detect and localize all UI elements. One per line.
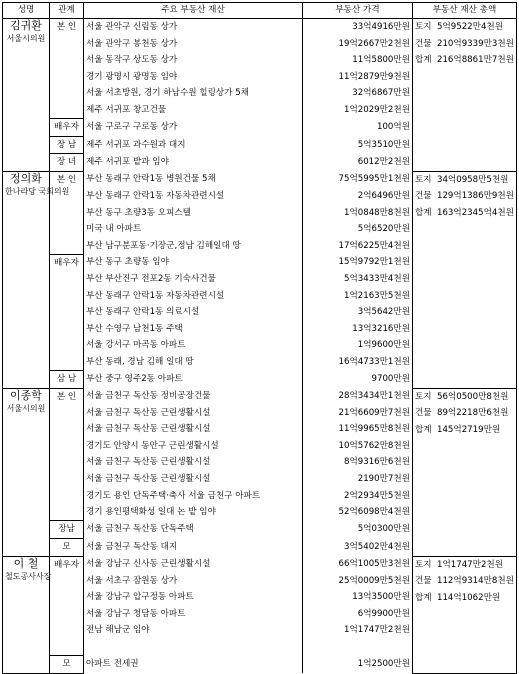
- value-cell: 5억0300만원: [303, 521, 413, 539]
- asset-cell: 서울 강남구 압구정동 아파트: [84, 589, 303, 606]
- total-label: 건물: [415, 408, 432, 419]
- member-position: 서울시의원: [6, 34, 46, 43]
- asset-cell: 부산 남구분포동·기장군,정남 김해일대 땅: [84, 238, 303, 255]
- header-relation: 관계: [50, 3, 84, 19]
- value-cell: [303, 639, 413, 656]
- asset-cell: 서울 금천구 독산동 근린생활시설: [84, 421, 303, 438]
- relation-cell: 본 인: [50, 171, 84, 254]
- total-value: 34억0958만5천원: [437, 174, 509, 185]
- asset-cell: 부산 부산진구 전포2동 기숙사건물: [84, 271, 303, 288]
- total-label: 건물: [415, 576, 432, 587]
- value-cell: 3억5642만원: [303, 304, 413, 321]
- asset-cell: 부산 동래구 안락1동 자동차관련시설: [84, 188, 303, 205]
- total-value: 129억1386만9천원: [437, 191, 514, 202]
- value-cell: 28억3434만1천원: [303, 388, 413, 405]
- value-cell: 11억5800만원: [303, 52, 413, 69]
- header-value: 부동산 가격: [303, 3, 413, 19]
- asset-cell: 서울 강남구 신사동 근린생활시설: [84, 556, 303, 573]
- asset-cell: 부산 수영구 남천1동 주택: [84, 321, 303, 338]
- total-label: 토지: [415, 22, 432, 32]
- value-cell: 6012만2천원: [303, 154, 413, 172]
- asset-cell: 서울 금천구 독산동 단독주택: [84, 521, 303, 539]
- asset-cell: 서울 금천구 독산동 대지: [84, 538, 303, 556]
- total-cell: [413, 171, 517, 388]
- asset-cell: 경기 용인평택화성 일대 논 밭 임야: [84, 504, 303, 521]
- value-cell: 16억4733만1천원: [303, 354, 413, 371]
- total-line: [415, 36, 514, 53]
- asset-cell: 제주 서귀포 밭과 임야: [84, 154, 303, 172]
- total-cell: [413, 556, 517, 673]
- value-cell: 3억5402만4천원: [303, 538, 413, 556]
- table-row: [3, 556, 517, 573]
- value-cell: 100억원: [303, 119, 413, 137]
- header-asset: 주요 부동산 재산: [84, 3, 303, 19]
- total-label: 토지: [415, 174, 432, 185]
- asset-cell: 서울 강서구 마곡동 아파트: [84, 337, 303, 354]
- value-cell: 15억9792만1천원: [303, 254, 413, 271]
- member-name: 이 철: [13, 556, 39, 570]
- table-row: [3, 19, 517, 36]
- value-cell: 2억2934만5천원: [303, 488, 413, 505]
- value-cell: 32억6867만원: [303, 85, 413, 102]
- total-value: 89억2218만6천원: [437, 408, 509, 419]
- header-name: 성명: [3, 3, 50, 19]
- total-line: [415, 590, 514, 607]
- total-label: 토지: [415, 391, 432, 402]
- asset-cell: 부산 동래구 안락1동 의료시설: [84, 304, 303, 321]
- relation-cell: 장남: [50, 521, 84, 539]
- value-cell: 11억2879만9천원: [303, 69, 413, 86]
- total-line: [415, 557, 514, 574]
- member-name: 이종학: [10, 388, 42, 402]
- asset-cell: 서울 서초방원, 경기 하남수원 힐링상가 5채: [84, 85, 303, 102]
- table-row: [3, 171, 517, 188]
- asset-cell: [84, 639, 303, 656]
- total-line: [415, 573, 514, 590]
- asset-cell: 제주 서귀포 창고건물: [84, 102, 303, 119]
- member-name: 정의화: [10, 171, 42, 185]
- total-line: [415, 188, 514, 205]
- table-row: [3, 388, 517, 405]
- property-table: [2, 2, 517, 674]
- value-cell: 19억2667만2천원: [303, 36, 413, 53]
- value-cell: 75억5995만1천원: [303, 171, 413, 188]
- value-cell: 5억3510만원: [303, 136, 413, 154]
- total-value: 114억1062만원: [437, 592, 501, 603]
- total-label: 합계: [415, 592, 432, 603]
- value-cell: 1억2500만원: [303, 656, 413, 674]
- total-value: 216억8861만7천원: [437, 55, 514, 66]
- member-name-cell: [3, 388, 50, 556]
- total-line: [415, 52, 514, 69]
- asset-cell: 부산 동구 초량동 임야: [84, 254, 303, 271]
- asset-cell: 부산 동래구 안락1동 자동차관련시설: [84, 288, 303, 305]
- relation-cell: 장 남: [50, 136, 84, 154]
- member-name: 김귀환: [10, 19, 42, 32]
- asset-cell: 아파트 전세권: [84, 656, 303, 674]
- value-cell: 10억5762만8천원: [303, 438, 413, 455]
- value-cell: 8억9316만6천원: [303, 454, 413, 471]
- total-value: 163억2345억4천원: [437, 208, 514, 219]
- asset-cell: 미국 내 아파트: [84, 221, 303, 238]
- value-cell: 1억0848만8천원: [303, 205, 413, 222]
- total-label: 토지: [415, 559, 432, 570]
- asset-cell: 서울 관악구 봉천동 상가: [84, 36, 303, 53]
- header-row: [3, 3, 517, 19]
- value-cell: 1억9600만원: [303, 337, 413, 354]
- total-line: [415, 205, 514, 222]
- total-line: [415, 422, 514, 439]
- asset-cell: 부산 동구 초량3동 오피스텔: [84, 205, 303, 222]
- member-name-cell: [3, 556, 50, 673]
- property-table-body: [3, 19, 517, 674]
- asset-cell: 서울 금천구 독산동 근린생활시설: [84, 454, 303, 471]
- asset-cell: 서울 금천구 독산동 근린생활시설: [84, 471, 303, 488]
- header-total: 부동산 재산 총액: [413, 3, 517, 19]
- total-line: [415, 389, 514, 406]
- value-cell: 5억6520만원: [303, 221, 413, 238]
- relation-cell: 배우자: [50, 119, 84, 137]
- relation-cell: 본 인: [50, 19, 84, 119]
- asset-cell: 전남 해남군 임야: [84, 622, 303, 639]
- value-cell: 1억2163만5천원: [303, 288, 413, 305]
- relation-cell: 모: [50, 656, 84, 674]
- asset-cell: 부산 동래구 안락1동 병원건물 5채: [84, 171, 303, 188]
- total-value: 1억1747만2천원: [437, 559, 504, 570]
- total-value: 210억9339만3천원: [437, 38, 514, 49]
- member-name-cell: [3, 19, 50, 172]
- value-cell: 9700만원: [303, 370, 413, 388]
- relation-cell: 모: [50, 538, 84, 556]
- value-cell: 2190만7천원: [303, 471, 413, 488]
- value-cell: 1억2029만2천원: [303, 102, 413, 119]
- relation-cell: 장 녀: [50, 154, 84, 172]
- asset-cell: 부산 동래, 경남 김해 일대 땅: [84, 354, 303, 371]
- asset-cell: 경기 광명시 광명동 임야: [84, 69, 303, 86]
- value-cell: 13억3500만원: [303, 589, 413, 606]
- asset-cell: 경기도 용인 단독주택·축사 서울 금천구 아파트: [84, 488, 303, 505]
- relation-cell: 본 인: [50, 388, 84, 521]
- asset-cell: 경기도 안양시 동안구 근린생활시설: [84, 438, 303, 455]
- total-value: 56억0500만8천원: [437, 391, 509, 402]
- total-value: 112억9314만8천원: [437, 576, 514, 587]
- member-position: 서울시의원: [6, 403, 46, 413]
- asset-cell: 서울 동작구 상도동 상가: [84, 52, 303, 69]
- value-cell: 33억4916만원: [303, 19, 413, 36]
- member-position: 철도공사사장: [5, 571, 52, 581]
- total-label: 건물: [415, 191, 432, 202]
- value-cell: 66억1005만3천원: [303, 556, 413, 573]
- total-line: [415, 405, 514, 422]
- asset-cell: 서울 서초구 잠원동 상가: [84, 573, 303, 590]
- relation-cell: 삼 남: [50, 370, 84, 388]
- value-cell: 21억6609만7천원: [303, 405, 413, 422]
- value-cell: 13억3216만원: [303, 321, 413, 338]
- value-cell: 11억9965만8천원: [303, 421, 413, 438]
- total-cell: [413, 388, 517, 556]
- value-cell: 1억1747만2천원: [303, 622, 413, 639]
- value-cell: 5억3433만4천원: [303, 271, 413, 288]
- value-cell: 2억6496만원: [303, 188, 413, 205]
- asset-cell: 서울 강남구 청담동 아파트: [84, 606, 303, 623]
- total-line: [415, 19, 514, 36]
- asset-cell: 부산 중구 영주2동 아파트: [84, 370, 303, 388]
- member-position: 한나라당 국회의원: [5, 186, 70, 196]
- property-table-sheet: [2, 2, 516, 674]
- total-value: 145억2719만원: [437, 424, 501, 435]
- total-label: 건물: [415, 38, 432, 49]
- total-cell: [413, 19, 517, 172]
- total-value: 5억9522만4천원: [437, 22, 504, 32]
- relation-cell: 배우자: [50, 254, 84, 370]
- relation-cell: 배우자: [50, 556, 84, 656]
- asset-cell: 서울 관악구 신림동 상가: [84, 19, 303, 36]
- asset-cell: 서울 금천구 독산동 근린생활시설: [84, 405, 303, 422]
- total-label: 합계: [415, 208, 432, 219]
- value-cell: 25억0009만5천원: [303, 573, 413, 590]
- value-cell: 17억6225만4천원: [303, 238, 413, 255]
- asset-cell: 제주 서귀포 과수원과 대지: [84, 136, 303, 154]
- value-cell: 6억9900만원: [303, 606, 413, 623]
- asset-cell: 서울 구로구 구로동 상가: [84, 119, 303, 137]
- value-cell: 52억6098만4천원: [303, 504, 413, 521]
- asset-cell: 서울 금천구 독산동 정비공장건물: [84, 388, 303, 405]
- total-line: [415, 172, 514, 189]
- total-label: 합계: [415, 424, 432, 435]
- total-label: 합계: [415, 55, 432, 66]
